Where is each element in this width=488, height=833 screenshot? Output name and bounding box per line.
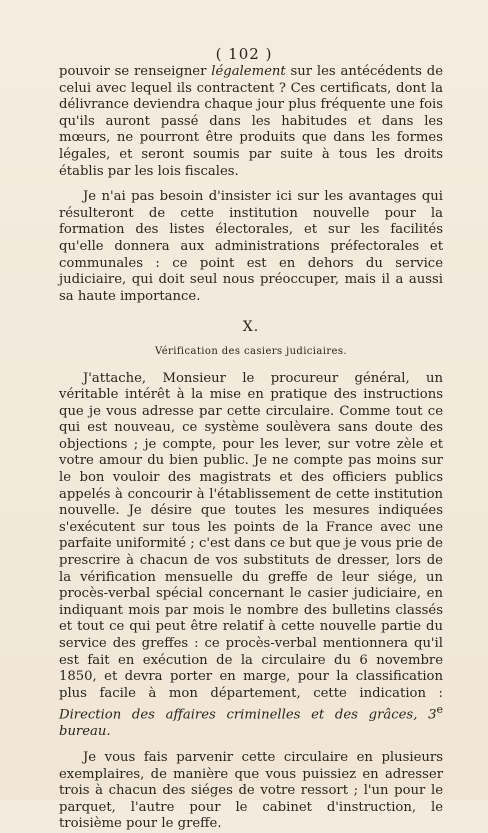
- text-body: [59, 64, 443, 833]
- ordinal-superscript: e: [436, 703, 443, 717]
- paragraph: Je n'ai pas besoin d'insister ici sur les avantages qui résulteront de cette institution nouvelle pour la formation des listes électorales, et sur les facilités qu'elle donnera aux administrations préfectorales et communales : ce point est en dehors du service judiciaire, qui doit seul nous préoccuper, mais il a aussi sa haute importance.: [59, 189, 443, 304]
- paragraph-text: pouvoir se renseigner: [59, 64, 212, 79]
- italic-direction: Direction des affaires criminelles et des grâces: [59, 707, 414, 723]
- italic-bureau: bureau.: [59, 724, 111, 740]
- section-number: X.: [242, 319, 260, 336]
- italic-bureau-number: , 3: [413, 707, 437, 723]
- section-title: Vérification des casiers judiciaires.: [155, 345, 347, 357]
- paragraph-text: J'attache, Monsieur le procureur général, un véritable intérêt à la mise en pratique des instructions que je vous adresse par cette circulaire. Comme tout ce qui est nouveau, ce système soulèvera sans doute des objections ; je compte, pour les lever, sur votre zèle et votre amour du bien public. Je ne compte pas moins sur le bon vouloir des magistrats et des officiers publics appelés à concourir à l'établissement de cette institution nouvelle. Je désire que toutes les mesures indiquées s'exécutent sur tous les points de la France avec une parfaite uniformité ; c'est dans ce but que je vous prie de prescrire à chacun de vos substituts de dresser, lors de la vérification mensuelle du greffe de leur siége, un procès-verbal spécial concernant le casier judiciaire, en indiquant mois par mois le nombre des bulletins classés et tout ce qui peut être relatif à cette nouvelle partie du service des greffes : ce procès-verbal mentionnera qu'il est fait en exécution de la circulaire du 6 novembre 1850, et devra porter en marge, pour la classification plus facile à mon département, cette indication :: [59, 370, 443, 701]
- page-number: ( 102 ): [215, 45, 273, 63]
- paragraph-continuation: [59, 64, 443, 180]
- paragraph: [59, 371, 443, 741]
- paragraph: Je vous fais parvenir cette circulaire en plusieurs exemplaires, de manière que vous puissiez en adresser trois à chacun des siéges de votre ressort ; l'un pour le parquet, l'autre pour le cabinet d'instruction, le troisième pour le greffe.: [59, 749, 443, 832]
- italic-term: légalement: [211, 64, 286, 79]
- paragraph-text: sur les antécédents de celui avec lequel ils contractent ? Ces certificats, dont la délivrance deviendra chaque jour plus fréquente une fois qu'ils auront passé dans les habitudes et dans les mœurs, ne pourront être produits que dans les formes légales, et seront soumis par suite à tous les droits établis par les lois fiscales.: [59, 64, 443, 179]
